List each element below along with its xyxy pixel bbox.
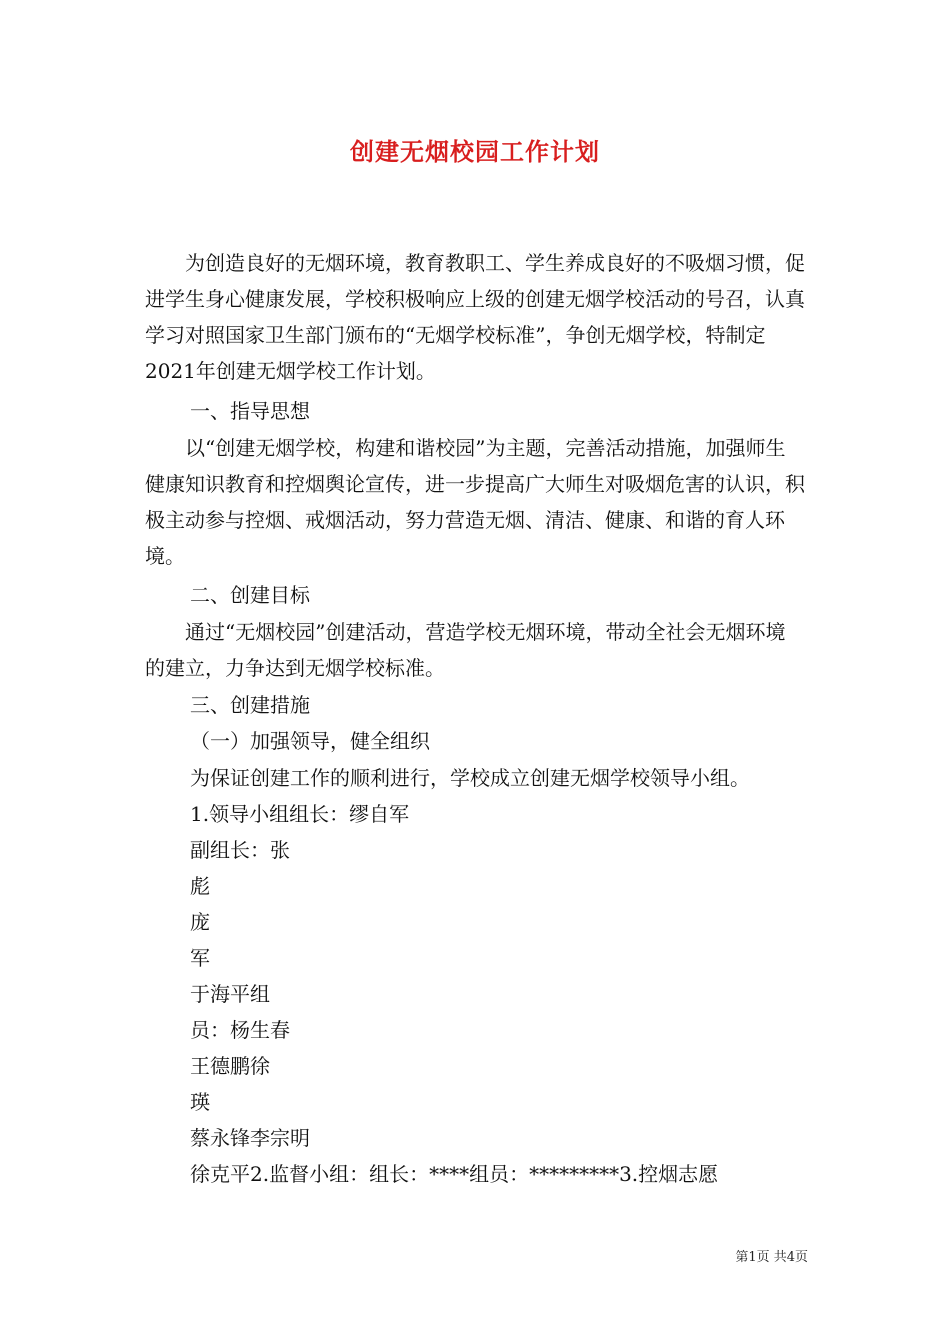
heading-goal: 二、创建目标 <box>190 583 310 607</box>
list-line: 员：杨生春 <box>190 1018 290 1042</box>
page-number: 第1页 共4页 <box>735 1250 808 1265</box>
subheading-leadership: （一）加强领导，健全组织 <box>190 729 430 753</box>
guiding-thought-paragraph: 以“创建无烟学校，构建和谐校园”为主题，完善活动措施，加强师生健康知识教育和控烟舆论宣传，进一步提高广大师生对吸烟危害的认识，积极主动参与控烟、戒烟活动，努力营造无烟、清洁、健康、和谐的育人环境。 <box>145 436 805 568</box>
intro-paragraph: 为创造良好的无烟环境，教育教职工、学生养成良好的不吸烟习惯，促进学生身心健康发展，学校积极响应上级的创建无烟学校活动的号召，认真学习对照国家卫生部门颁布的“无烟学校标准”，争创无烟学校，特制定2021年创建无烟学校工作计划。 <box>145 251 805 383</box>
list-line: 王德鹏徐 <box>190 1054 270 1078</box>
goal-paragraph: 通过“无烟校园”创建活动，营造学校无烟环境，带动全社会无烟环境的建立，力争达到无烟学校标准。 <box>145 620 786 680</box>
list-line: 副组长：张 <box>190 838 290 862</box>
page-title: 创建无烟校园工作计划 <box>350 137 600 166</box>
list-line: 瑛 <box>190 1090 210 1114</box>
list-line: 徐克平2.监督小组：组长：****组员：*********3.控烟志愿 <box>190 1162 719 1186</box>
list-line: 于海平组 <box>190 982 270 1006</box>
list-line: 军 <box>190 946 210 970</box>
leadership-paragraph: 为保证创建工作的顺利进行，学校成立创建无烟学校领导小组。 <box>190 766 750 790</box>
list-line: 庞 <box>190 910 210 934</box>
list-line: 1.领导小组组长：缪自军 <box>190 802 410 826</box>
heading-guiding-thought: 一、指导思想 <box>190 399 310 423</box>
list-line: 蔡永锋李宗明 <box>190 1126 310 1150</box>
list-line: 彪 <box>190 874 210 898</box>
heading-measures: 三、创建措施 <box>190 693 310 717</box>
